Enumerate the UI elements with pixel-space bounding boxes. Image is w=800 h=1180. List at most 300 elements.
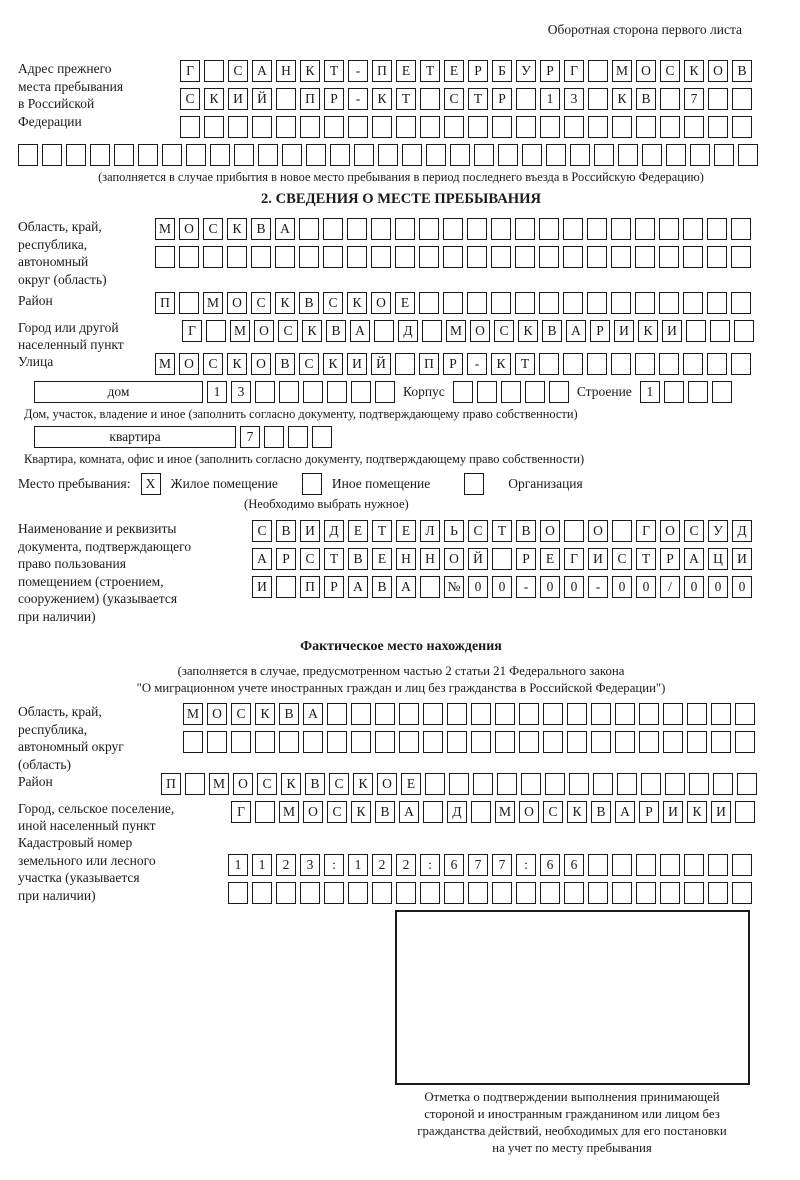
- char-box[interactable]: [618, 144, 638, 166]
- char-box[interactable]: К: [491, 353, 511, 375]
- char-box[interactable]: 7: [240, 426, 260, 448]
- char-box[interactable]: [731, 292, 751, 314]
- char-box[interactable]: [138, 144, 158, 166]
- char-box[interactable]: [252, 116, 272, 138]
- char-box[interactable]: М: [446, 320, 466, 342]
- checkbox-other-premises[interactable]: [302, 473, 322, 495]
- char-box[interactable]: [276, 88, 296, 110]
- char-box[interactable]: О: [660, 520, 680, 542]
- char-box[interactable]: О: [207, 703, 227, 725]
- char-box[interactable]: П: [419, 353, 439, 375]
- char-box[interactable]: Е: [348, 520, 368, 542]
- char-box[interactable]: Т: [420, 60, 440, 82]
- char-box[interactable]: А: [615, 801, 635, 823]
- char-box[interactable]: [594, 144, 614, 166]
- char-box[interactable]: А: [252, 60, 272, 82]
- char-box[interactable]: [471, 731, 491, 753]
- char-box[interactable]: Г: [564, 548, 584, 570]
- char-box[interactable]: [707, 218, 727, 240]
- char-box[interactable]: [372, 882, 392, 904]
- char-box[interactable]: Р: [324, 576, 344, 598]
- char-box[interactable]: [611, 218, 631, 240]
- char-box[interactable]: А: [348, 576, 368, 598]
- char-box[interactable]: [588, 882, 608, 904]
- char-box[interactable]: [666, 144, 686, 166]
- char-box[interactable]: [347, 218, 367, 240]
- char-box[interactable]: М: [209, 773, 229, 795]
- char-box[interactable]: [450, 144, 470, 166]
- char-box[interactable]: П: [155, 292, 175, 314]
- char-box[interactable]: [659, 218, 679, 240]
- char-box[interactable]: П: [300, 88, 320, 110]
- char-box[interactable]: С: [444, 88, 464, 110]
- char-box[interactable]: В: [279, 703, 299, 725]
- char-box[interactable]: Д: [324, 520, 344, 542]
- char-box[interactable]: [348, 116, 368, 138]
- char-box[interactable]: [90, 144, 110, 166]
- char-box[interactable]: [543, 731, 563, 753]
- char-box[interactable]: И: [300, 520, 320, 542]
- char-box[interactable]: 1: [207, 381, 227, 403]
- char-box[interactable]: [686, 320, 706, 342]
- char-box[interactable]: В: [305, 773, 325, 795]
- char-box[interactable]: Е: [540, 548, 560, 570]
- char-box[interactable]: 0: [612, 576, 632, 598]
- char-box[interactable]: [179, 246, 199, 268]
- char-box[interactable]: О: [254, 320, 274, 342]
- char-box[interactable]: [612, 520, 632, 542]
- char-box[interactable]: [570, 144, 590, 166]
- char-box[interactable]: [521, 773, 541, 795]
- char-box[interactable]: [635, 218, 655, 240]
- char-box[interactable]: [327, 703, 347, 725]
- char-box[interactable]: [591, 703, 611, 725]
- char-box[interactable]: А: [275, 218, 295, 240]
- char-box[interactable]: [324, 882, 344, 904]
- char-box[interactable]: М: [230, 320, 250, 342]
- char-box[interactable]: [255, 381, 275, 403]
- char-box[interactable]: А: [396, 576, 416, 598]
- char-box[interactable]: [588, 60, 608, 82]
- char-box[interactable]: [732, 854, 752, 876]
- char-box[interactable]: [641, 773, 661, 795]
- char-box[interactable]: 0: [636, 576, 656, 598]
- char-box[interactable]: [374, 320, 394, 342]
- char-box[interactable]: [252, 882, 272, 904]
- char-box[interactable]: [711, 703, 731, 725]
- char-box[interactable]: [228, 882, 248, 904]
- char-box[interactable]: М: [155, 353, 175, 375]
- char-box[interactable]: [734, 320, 754, 342]
- char-box[interactable]: В: [542, 320, 562, 342]
- char-box[interactable]: Г: [231, 801, 251, 823]
- char-box[interactable]: Й: [252, 88, 272, 110]
- char-box[interactable]: [612, 116, 632, 138]
- char-box[interactable]: [396, 116, 416, 138]
- char-box[interactable]: [42, 144, 62, 166]
- char-box[interactable]: [264, 426, 284, 448]
- char-box[interactable]: [228, 116, 248, 138]
- char-box[interactable]: Д: [732, 520, 752, 542]
- char-box[interactable]: [714, 144, 734, 166]
- char-box[interactable]: [449, 773, 469, 795]
- char-box[interactable]: [258, 144, 278, 166]
- char-box[interactable]: 0: [564, 576, 584, 598]
- char-box[interactable]: Р: [468, 60, 488, 82]
- char-box[interactable]: [312, 426, 332, 448]
- char-box[interactable]: [354, 144, 374, 166]
- char-box[interactable]: [659, 292, 679, 314]
- char-box[interactable]: [347, 246, 367, 268]
- char-box[interactable]: [444, 116, 464, 138]
- char-box[interactable]: И: [662, 320, 682, 342]
- char-box[interactable]: [323, 218, 343, 240]
- char-box[interactable]: [497, 773, 517, 795]
- char-box[interactable]: [375, 703, 395, 725]
- char-box[interactable]: [635, 292, 655, 314]
- char-box[interactable]: [611, 353, 631, 375]
- char-box[interactable]: [351, 381, 371, 403]
- char-box[interactable]: [471, 703, 491, 725]
- char-box[interactable]: [587, 218, 607, 240]
- char-box[interactable]: [422, 320, 442, 342]
- char-box[interactable]: [180, 116, 200, 138]
- char-box[interactable]: [708, 116, 728, 138]
- char-box[interactable]: К: [275, 292, 295, 314]
- char-box[interactable]: [399, 731, 419, 753]
- char-box[interactable]: [492, 882, 512, 904]
- char-box[interactable]: [467, 246, 487, 268]
- char-box[interactable]: М: [183, 703, 203, 725]
- char-box[interactable]: И: [252, 576, 272, 598]
- char-box[interactable]: О: [540, 520, 560, 542]
- char-box[interactable]: Д: [447, 801, 467, 823]
- char-box[interactable]: [255, 801, 275, 823]
- char-box[interactable]: [255, 731, 275, 753]
- char-box[interactable]: №: [444, 576, 464, 598]
- char-box[interactable]: П: [372, 60, 392, 82]
- char-box[interactable]: 6: [564, 854, 584, 876]
- char-box[interactable]: В: [276, 520, 296, 542]
- char-box[interactable]: К: [300, 60, 320, 82]
- char-box[interactable]: [372, 116, 392, 138]
- char-box[interactable]: [299, 246, 319, 268]
- char-box[interactable]: [426, 144, 446, 166]
- char-box[interactable]: Г: [564, 60, 584, 82]
- char-box[interactable]: [735, 703, 755, 725]
- char-box[interactable]: [708, 88, 728, 110]
- char-box[interactable]: [689, 773, 709, 795]
- char-box[interactable]: [420, 116, 440, 138]
- char-box[interactable]: 1: [640, 381, 660, 403]
- char-box[interactable]: В: [299, 292, 319, 314]
- char-box[interactable]: Р: [516, 548, 536, 570]
- char-box[interactable]: [395, 218, 415, 240]
- char-box[interactable]: С: [278, 320, 298, 342]
- char-box[interactable]: [395, 353, 415, 375]
- char-box[interactable]: О: [371, 292, 391, 314]
- char-box[interactable]: А: [684, 548, 704, 570]
- char-box[interactable]: [659, 353, 679, 375]
- char-box[interactable]: [351, 703, 371, 725]
- char-box[interactable]: [588, 88, 608, 110]
- char-box[interactable]: [635, 246, 655, 268]
- char-box[interactable]: [425, 773, 445, 795]
- char-box[interactable]: Т: [396, 88, 416, 110]
- char-box[interactable]: В: [275, 353, 295, 375]
- char-box[interactable]: 2: [372, 854, 392, 876]
- char-box[interactable]: К: [518, 320, 538, 342]
- char-box[interactable]: [611, 246, 631, 268]
- char-box[interactable]: Р: [639, 801, 659, 823]
- char-box[interactable]: 0: [732, 576, 752, 598]
- char-box[interactable]: [279, 381, 299, 403]
- char-box[interactable]: [587, 246, 607, 268]
- char-box[interactable]: [684, 882, 704, 904]
- char-box[interactable]: [639, 731, 659, 753]
- char-box[interactable]: Т: [324, 60, 344, 82]
- char-box[interactable]: [468, 116, 488, 138]
- char-box[interactable]: [712, 381, 732, 403]
- char-box[interactable]: Р: [492, 88, 512, 110]
- char-box[interactable]: [612, 854, 632, 876]
- char-box[interactable]: 0: [708, 576, 728, 598]
- char-box[interactable]: [306, 144, 326, 166]
- char-box[interactable]: Р: [540, 60, 560, 82]
- char-box[interactable]: [467, 292, 487, 314]
- char-box[interactable]: Е: [396, 60, 416, 82]
- char-box[interactable]: /: [660, 576, 680, 598]
- char-box[interactable]: [546, 144, 566, 166]
- char-box[interactable]: О: [377, 773, 397, 795]
- char-box[interactable]: [282, 144, 302, 166]
- char-box[interactable]: [519, 731, 539, 753]
- char-box[interactable]: [474, 144, 494, 166]
- char-box[interactable]: [525, 381, 545, 403]
- char-box[interactable]: 1: [252, 854, 272, 876]
- char-box[interactable]: 7: [492, 854, 512, 876]
- char-box[interactable]: [708, 854, 728, 876]
- char-box[interactable]: [660, 88, 680, 110]
- checkbox-dwelling[interactable]: X: [141, 473, 161, 495]
- char-box[interactable]: [636, 116, 656, 138]
- char-box[interactable]: [564, 882, 584, 904]
- char-box[interactable]: К: [638, 320, 658, 342]
- char-box[interactable]: [516, 882, 536, 904]
- char-box[interactable]: [612, 882, 632, 904]
- char-box[interactable]: [683, 218, 703, 240]
- char-box[interactable]: [567, 703, 587, 725]
- char-box[interactable]: К: [347, 292, 367, 314]
- char-box[interactable]: В: [326, 320, 346, 342]
- char-box[interactable]: [564, 116, 584, 138]
- char-box[interactable]: [591, 731, 611, 753]
- char-box[interactable]: [567, 731, 587, 753]
- char-box[interactable]: С: [323, 292, 343, 314]
- char-box[interactable]: О: [179, 218, 199, 240]
- char-box[interactable]: 6: [540, 854, 560, 876]
- char-box[interactable]: В: [375, 801, 395, 823]
- char-box[interactable]: Н: [420, 548, 440, 570]
- char-box[interactable]: [227, 246, 247, 268]
- char-box[interactable]: К: [323, 353, 343, 375]
- char-box[interactable]: С: [203, 353, 223, 375]
- char-box[interactable]: [731, 218, 751, 240]
- char-box[interactable]: [419, 292, 439, 314]
- char-box[interactable]: :: [516, 854, 536, 876]
- char-box[interactable]: [563, 246, 583, 268]
- char-box[interactable]: [371, 218, 391, 240]
- char-box[interactable]: [468, 882, 488, 904]
- char-box[interactable]: [683, 292, 703, 314]
- char-box[interactable]: С: [252, 520, 272, 542]
- char-box[interactable]: -: [348, 88, 368, 110]
- char-box[interactable]: [375, 731, 395, 753]
- char-box[interactable]: Д: [398, 320, 418, 342]
- char-box[interactable]: [18, 144, 38, 166]
- char-box[interactable]: 1: [540, 88, 560, 110]
- char-box[interactable]: К: [255, 703, 275, 725]
- char-box[interactable]: [737, 773, 757, 795]
- char-box[interactable]: 7: [684, 88, 704, 110]
- char-box[interactable]: [204, 60, 224, 82]
- char-box[interactable]: М: [495, 801, 515, 823]
- char-box[interactable]: Е: [395, 292, 415, 314]
- char-box[interactable]: [663, 703, 683, 725]
- char-box[interactable]: [732, 882, 752, 904]
- char-box[interactable]: [420, 576, 440, 598]
- char-box[interactable]: [563, 218, 583, 240]
- char-box[interactable]: [423, 731, 443, 753]
- char-box[interactable]: [664, 381, 684, 403]
- char-box[interactable]: А: [399, 801, 419, 823]
- char-box[interactable]: :: [324, 854, 344, 876]
- char-box[interactable]: [473, 773, 493, 795]
- char-box[interactable]: [711, 731, 731, 753]
- char-box[interactable]: С: [300, 548, 320, 570]
- char-box[interactable]: [204, 116, 224, 138]
- char-box[interactable]: [660, 882, 680, 904]
- char-box[interactable]: [186, 144, 206, 166]
- char-box[interactable]: 1: [228, 854, 248, 876]
- char-box[interactable]: [665, 773, 685, 795]
- char-box[interactable]: С: [251, 292, 271, 314]
- char-box[interactable]: [639, 703, 659, 725]
- char-box[interactable]: К: [351, 801, 371, 823]
- char-box[interactable]: Г: [636, 520, 656, 542]
- char-box[interactable]: [519, 703, 539, 725]
- char-box[interactable]: Р: [324, 88, 344, 110]
- checkbox-organization[interactable]: [464, 473, 484, 495]
- char-box[interactable]: [543, 703, 563, 725]
- char-box[interactable]: [330, 144, 350, 166]
- char-box[interactable]: 3: [564, 88, 584, 110]
- char-box[interactable]: [516, 116, 536, 138]
- char-box[interactable]: [735, 801, 755, 823]
- char-box[interactable]: У: [516, 60, 536, 82]
- char-box[interactable]: К: [567, 801, 587, 823]
- char-box[interactable]: А: [252, 548, 272, 570]
- char-box[interactable]: [687, 703, 707, 725]
- char-box[interactable]: Й: [371, 353, 391, 375]
- char-box[interactable]: Е: [396, 520, 416, 542]
- char-box[interactable]: [713, 773, 733, 795]
- char-box[interactable]: [735, 731, 755, 753]
- char-box[interactable]: [467, 218, 487, 240]
- char-box[interactable]: [522, 144, 542, 166]
- char-box[interactable]: Г: [180, 60, 200, 82]
- char-box[interactable]: [660, 116, 680, 138]
- char-box[interactable]: [447, 731, 467, 753]
- char-box[interactable]: Й: [468, 548, 488, 570]
- char-box[interactable]: [348, 882, 368, 904]
- char-box[interactable]: М: [155, 218, 175, 240]
- char-box[interactable]: [516, 88, 536, 110]
- char-box[interactable]: К: [227, 353, 247, 375]
- char-box[interactable]: [251, 246, 271, 268]
- char-box[interactable]: П: [300, 576, 320, 598]
- char-box[interactable]: Е: [401, 773, 421, 795]
- char-box[interactable]: [327, 731, 347, 753]
- char-box[interactable]: [708, 882, 728, 904]
- char-box[interactable]: [303, 381, 323, 403]
- char-box[interactable]: 0: [492, 576, 512, 598]
- char-box[interactable]: [732, 88, 752, 110]
- char-box[interactable]: [276, 576, 296, 598]
- char-box[interactable]: [66, 144, 86, 166]
- char-box[interactable]: [443, 246, 463, 268]
- char-box[interactable]: [492, 116, 512, 138]
- char-box[interactable]: [660, 854, 680, 876]
- char-box[interactable]: [587, 292, 607, 314]
- char-box[interactable]: [276, 116, 296, 138]
- char-box[interactable]: [587, 353, 607, 375]
- char-box[interactable]: [279, 731, 299, 753]
- char-box[interactable]: [492, 548, 512, 570]
- char-box[interactable]: О: [303, 801, 323, 823]
- char-box[interactable]: [564, 520, 584, 542]
- char-box[interactable]: Ь: [444, 520, 464, 542]
- char-box[interactable]: [477, 381, 497, 403]
- char-box[interactable]: -: [588, 576, 608, 598]
- char-box[interactable]: С: [494, 320, 514, 342]
- char-box[interactable]: [303, 731, 323, 753]
- char-box[interactable]: С: [180, 88, 200, 110]
- char-box[interactable]: [371, 246, 391, 268]
- char-box[interactable]: И: [614, 320, 634, 342]
- char-box[interactable]: С: [329, 773, 349, 795]
- char-box[interactable]: О: [519, 801, 539, 823]
- char-box[interactable]: [419, 218, 439, 240]
- char-box[interactable]: 0: [684, 576, 704, 598]
- char-box[interactable]: [183, 731, 203, 753]
- char-box[interactable]: [207, 731, 227, 753]
- char-box[interactable]: [684, 116, 704, 138]
- char-box[interactable]: [444, 882, 464, 904]
- char-box[interactable]: [731, 246, 751, 268]
- char-box[interactable]: Ц: [708, 548, 728, 570]
- char-box[interactable]: А: [303, 703, 323, 725]
- char-box[interactable]: К: [684, 60, 704, 82]
- char-box[interactable]: [688, 381, 708, 403]
- char-box[interactable]: [399, 703, 419, 725]
- char-box[interactable]: С: [684, 520, 704, 542]
- char-box[interactable]: [615, 703, 635, 725]
- char-box[interactable]: [687, 731, 707, 753]
- char-box[interactable]: И: [347, 353, 367, 375]
- char-box[interactable]: С: [231, 703, 251, 725]
- char-box[interactable]: :: [420, 854, 440, 876]
